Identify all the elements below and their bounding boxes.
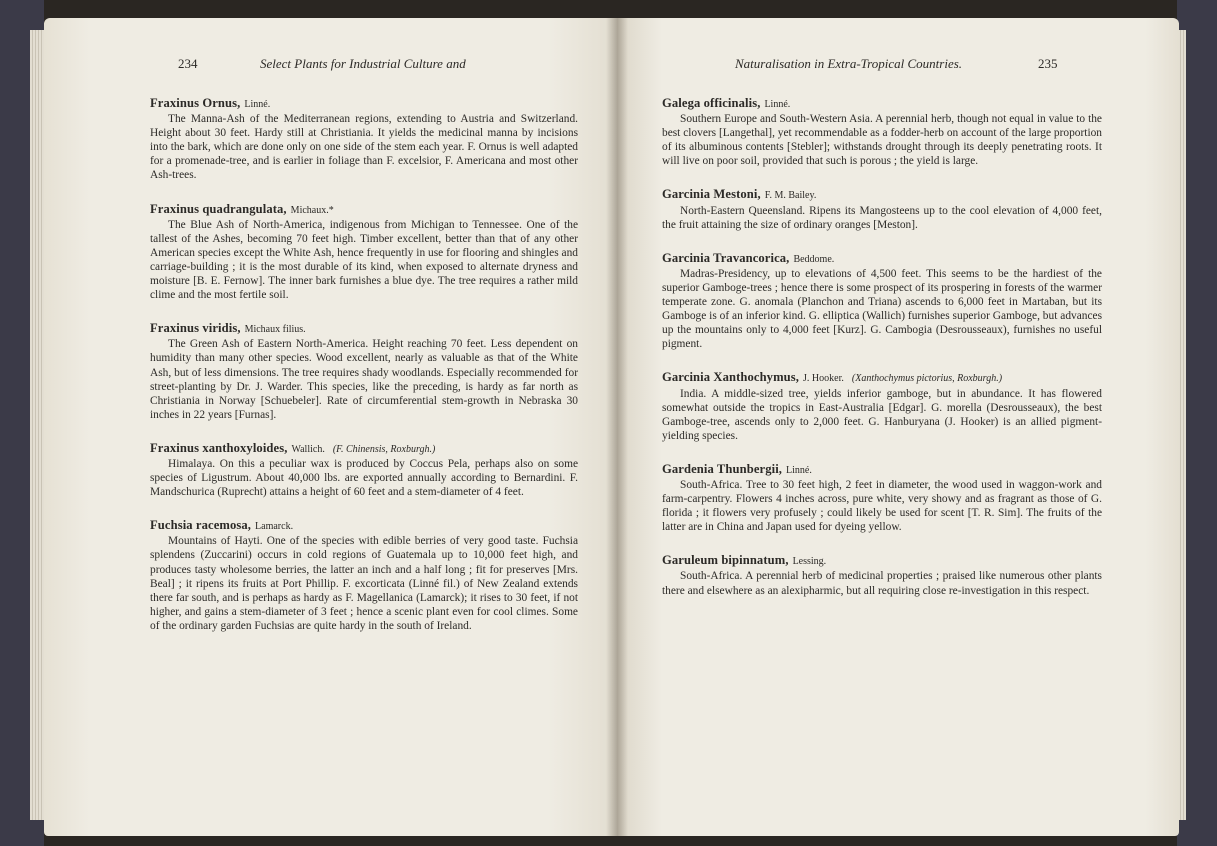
entry-name: Gardenia Thunbergii, — [662, 461, 783, 476]
entry-text: Mountains of Hayti. One of the species with edible berries of very good taste. Fuchsia splendens (Zuccarini) occurs in cold regions of Guatemala up to 10,000 feet high, and produces tasty wholesome berries, the latter an inch and a half long ; fit for preserves [Mrs. Beal] ; it ripens its fruits at Port Phillip. F. excorticata (Linné fil.) of New Zealand extends there far south, and is perhaps as hardy as F. Magellanica (Lamarck); it rises to 30 feet, if not higher, and gains a stem-diameter of 3 feet ; hence a scenic plant even for cool climes. Some of the ordinary garden Fuchsias are quite hardy in the south of Ireland. — [150, 535, 578, 632]
entry-text: South-Africa. Tree to 30 feet high, 2 feet in diameter, the wood used in waggon-work and farm-carpentry. Flowers 4 inches across, pure white, very showy and as fragrant as those of G. florida ; it flowers very profusely ; could likely be used for scent [T. R. Sim]. The fruits of the latter are in China and Japan used for dyeing yellow. — [662, 478, 1102, 534]
entry-authority: Linné. — [244, 99, 271, 110]
entry-name: Fraxinus xanthoxyloides, — [150, 440, 288, 455]
entry-name: Fraxinus Ornus, — [150, 96, 241, 110]
entry-text: Himalaya. On this a peculiar wax is produced by Coccus Pela, perhaps also on some species of Ligustrum. About 40,000 lbs. are exported annually according to Bernardini. F. Mandschurica (Ruprecht) attains a height of 60 feet and a stem-diameter of 4 feet. — [150, 457, 578, 499]
entry-text: South-Africa. A perennial herb of medicinal properties ; praised like numerous other plants there and elsewhere as an alexipharmic, but all requiring close re-investigation in this respect. — [662, 570, 1102, 597]
entry-name: Fraxinus viridis, — [150, 321, 241, 336]
right-running-head: Naturalisation in Extra-Tropical Countries. — [735, 56, 963, 71]
entry-name: Fraxinus quadrangulata, — [150, 201, 287, 216]
entry-authority: F. M. Bailey. — [764, 190, 817, 202]
entry-authority: Michaux.* — [290, 204, 334, 216]
entry-name: Garcinia Mestoni, — [662, 187, 761, 202]
entry — [150, 96, 578, 183]
right-column — [662, 96, 1102, 617]
entry — [150, 321, 578, 422]
entry — [662, 187, 1102, 231]
entry-authority: Lessing. — [792, 556, 827, 568]
entry-authority: Beddome. — [793, 253, 835, 265]
entry — [662, 370, 1102, 442]
entry-text: North-Eastern Queensland. Ripens its Mangosteens up to the cool elevation of 4,000 feet, the fruit attaining the size of ordinary oranges [Meston]. — [662, 204, 1102, 231]
entry — [150, 518, 578, 633]
entry-authority: J. Hooker. — [803, 373, 844, 385]
left-page-number: 234 — [178, 56, 198, 71]
entry-authority: Wallich. — [291, 443, 325, 455]
entry-text: The Manna-Ash of the Mediterranean regions, extending to Austria and Switzerland. Height about 30 feet. Hardy still at Christiania. It yields the medicinal manna by incisions into the bark, which are done only on one side of the stem each year. F. Ornus is well adapted for a promenade-tree, and is earlier in foliage than F. excelsior, F. Americana and most other Ash-trees. — [150, 113, 578, 182]
right-page-number: 235 — [1038, 56, 1058, 71]
entry-name: Garuleum bipinnatum, — [662, 553, 789, 568]
entry — [150, 202, 578, 303]
entry-text: India. A middle-sized tree, yields inferior gamboge, but in abundance. It has flowered somewhat outside the tropics in East-Australia [Edgar]. G. morella (Desrousseaux), the best Gamboge-tree, ascends only to 2,000 feet. G. Hanburyana (J. Hooker) is an allied pigment-yielding species. — [662, 387, 1102, 442]
entry-synonym: (F. Chinensis, Roxburgh.) — [332, 443, 436, 455]
left-running-head: Select Plants for Industrial Culture and — [260, 56, 466, 71]
entry — [662, 96, 1102, 168]
entry-text: The Blue Ash of North-America, indigenous from Michigan to Tennessee. One of the tallest of the Ashes, becoming 70 feet high. Timber excellent, better than that of any other American species except the White Ash, hence frequently in use for flooring and shingles and carriage-building ; it is the most durable of its kind, when exposed to alternate dryness and moisture [B. E. Fernow]. The inner bark furnishes a blue dye. The tree requires a rather mild clime and the most fertile soil. — [150, 218, 578, 302]
entry-synonym: (Xanthochymus pictorius, Roxburgh.) — [851, 373, 1003, 385]
entry-text: The Green Ash of Eastern North-America. Height reaching 70 feet. Less dependent on humidity than many other species. Wood excellent, nearly as valuable as that of the White Ash, but of less dimensions. The tree requires shady woodlands. Especially recommended for street-planting by Dr. J. Warder. This species, like the preceding, is hardy as far north as Christiania in Norway [Schuebeler]. Rate of circumferential stem-growth in Nebraska 30 inches in 22 years [Furnas]. — [150, 338, 578, 421]
left-column — [150, 96, 578, 652]
entry-authority: Michaux filius. — [244, 324, 306, 336]
entry — [662, 251, 1102, 352]
entry-authority: Lamarck. — [255, 521, 294, 533]
entry — [150, 441, 578, 499]
entry-name: Garcinia Xanthochymus, — [662, 370, 800, 385]
entry-authority: Linné. — [764, 99, 791, 110]
book-gutter — [606, 18, 628, 836]
entry-name: Galega officinalis, — [662, 96, 761, 110]
entry-name: Garcinia Travancorica, — [662, 250, 790, 265]
entry-name: Fuchsia racemosa, — [150, 518, 252, 533]
entry — [662, 462, 1102, 534]
entry-text: Southern Europe and South-Western Asia. A perennial herb, though not equal in value to the best clovers [Langethal], yet recommendable as a fodder-herb on account of the large proportion of its albuminous contents [Stebler]; withstands drought through its deeply penetrating roots. It will live on poor soil, provided that such is porous ; the yield is large. — [662, 113, 1102, 168]
entry-authority: Linné. — [786, 464, 812, 476]
entry-text: Madras-Presidency, up to elevations of 4,500 feet. This seems to be the hardiest of the superior Gamboge-trees ; hence there is some prospect of its prospering in forests of the warmer temperate zone. G. anomala (Planchon and Triana) ascends to 6,000 feet in Martaban, but its Gamboge is of an inferior kind. G. elliptica (Wallich) furnishes superior Gamboge, but advances up the mountains only to 4,000 feet [Kurz]. G. Cambogia (Desrousseaux), furnishes no useful pigment. — [662, 267, 1102, 351]
entry — [662, 553, 1102, 597]
